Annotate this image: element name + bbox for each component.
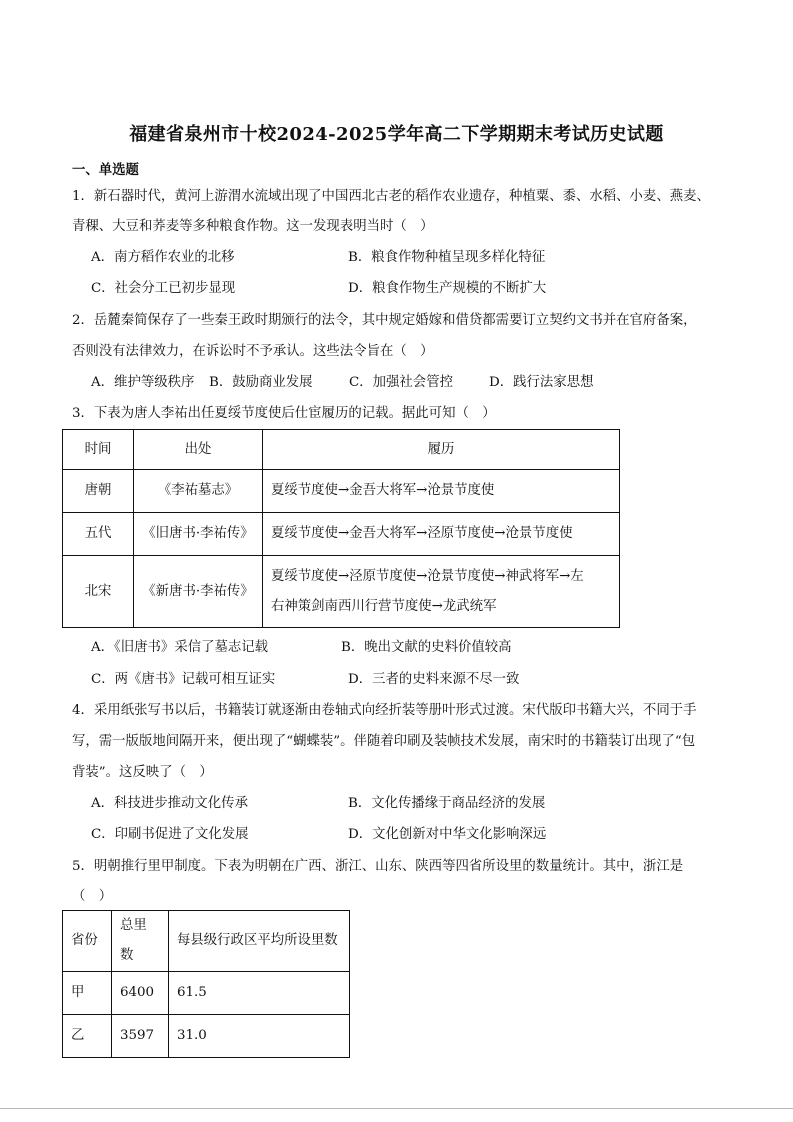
question-2-option-a[interactable]: A．维护等级秩序 — [91, 375, 195, 390]
table-cell-total: 6400 — [112, 972, 169, 1015]
question-3-option-d[interactable]: D．三者的史料来源不尽一致 — [348, 672, 520, 687]
question-1-option-d[interactable]: D．粮食作物生产规模的不断扩大 — [348, 281, 547, 296]
question-2-option-d[interactable]: D．践行法家思想 — [489, 375, 594, 390]
table-cell-average: 31.0 — [169, 1015, 350, 1058]
page-title: 福建省泉州市十校2024-2025学年高二下学期期末考试历史试题 — [129, 124, 664, 145]
table-cell-career-line-1: 夏绥节度使→泾原节度使→沧景节度使→神武将军→左 — [271, 568, 584, 584]
question-4-option-c[interactable]: C．印刷书促进了文化发展 — [91, 827, 249, 842]
question-4-stem-line-1: 4．采用纸张写书以后，书籍装订就逐渐由卷轴式向经折装等册叶形式过渡。宋代版印书籍大兴，不同于手 — [72, 703, 697, 718]
table-cell-source: 《旧唐书·李祐传》 — [134, 513, 263, 556]
table-cell-province: 乙 — [63, 1015, 112, 1058]
table-header-cell: 时间 — [63, 430, 134, 470]
table-row — [63, 1015, 350, 1058]
table-cell-career — [263, 556, 620, 628]
table-cell-time: 北宋 — [63, 556, 134, 628]
table-header-row — [63, 430, 620, 470]
question-4-option-d[interactable]: D．文化创新对中华文化影响深远 — [348, 827, 547, 842]
question-5-table — [62, 910, 350, 1058]
table-row — [63, 556, 620, 628]
table-row — [63, 470, 620, 513]
table-row — [63, 513, 620, 556]
question-3-option-a[interactable]: A．《旧唐书》采信了墓志记载 — [91, 640, 269, 655]
table-cell-time: 唐朝 — [63, 470, 134, 513]
section-heading: 一、单选题 — [72, 162, 139, 178]
table-header-cell: 省份 — [63, 911, 112, 972]
table-header-cell: 每县级行政区平均所设里数 — [169, 911, 350, 972]
question-1-option-a[interactable]: A．南方稻作农业的北移 — [91, 250, 235, 265]
question-2-stem-line-2: 否则没有法律效力，在诉讼时不予承认。这些法令旨在（ ） — [72, 344, 434, 359]
question-1-stem-line-2: 青稞、大豆和荞麦等多种粮食作物。这一发现表明当时（ ） — [72, 219, 434, 234]
page-bottom-divider — [0, 1108, 793, 1109]
table-cell-total: 3597 — [112, 1015, 169, 1058]
table-cell-source: 《新唐书·李祐传》 — [134, 556, 263, 628]
question-2-option-c[interactable]: C．加强社会管控 — [349, 375, 453, 390]
table-header-cell: 总里数 — [112, 911, 169, 972]
question-4-option-a[interactable]: A．科技进步推动文化传承 — [91, 796, 248, 811]
table-header-cell: 出处 — [134, 430, 263, 470]
table-row — [63, 972, 350, 1015]
question-4-stem-line-2: 写，需一版版地间隔开来，便出现了“蝴蝶装”。伴随着印刷及装帧技术发展，南宋时的书籍装订出现了“包 — [72, 734, 696, 749]
table-cell-average: 61.5 — [169, 972, 350, 1015]
table-cell-source: 《李祐墓志》 — [134, 470, 263, 513]
question-3-table — [62, 429, 620, 628]
question-2-stem-line-1: 2．岳麓秦简保存了一些秦王政时期颁行的法令，其中规定婚嫁和借贷都需要订立契约文书并在官府备案， — [72, 313, 697, 328]
question-1-option-b[interactable]: B．粮食作物种植呈现多样化特征 — [348, 250, 546, 265]
question-5-stem-line-2: （ ） — [72, 889, 113, 904]
table-header-cell: 履历 — [263, 430, 620, 470]
question-2-option-b[interactable]: B．鼓励商业发展 — [209, 375, 313, 390]
question-4-option-b[interactable]: B．文化传播缘于商品经济的发展 — [348, 796, 546, 811]
question-5-stem-line-1: 5．明朝推行里甲制度。下表为明朝在广西、浙江、山东、陕西等四省所设里的数量统计。其中，浙江是 — [72, 859, 684, 874]
table-cell-time: 五代 — [63, 513, 134, 556]
table-cell-career-line-2: 右神策剑南西川行营节度使→龙武统军 — [271, 598, 497, 614]
question-4-stem-line-3: 背装”。这反映了（ ） — [72, 765, 213, 780]
table-cell-province: 甲 — [63, 972, 112, 1015]
table-cell-career: 夏绥节度使→金吾大将军→泾原节度使→沧景节度使 — [263, 513, 620, 556]
table-cell-career: 夏绥节度使→金吾大将军→沧景节度使 — [263, 470, 620, 513]
question-3-stem: 3．下表为唐人李祐出任夏绥节度使后仕宦履历的记载。据此可知（ ） — [72, 406, 496, 421]
question-1-stem-line-1: 1．新石器时代，黄河上游渭水流域出现了中国西北古老的稻作农业遗存，种植粟、黍、水稻、小麦、燕麦、 — [72, 189, 710, 204]
question-3-option-c[interactable]: C．两《唐书》记载可相互证实 — [91, 672, 276, 687]
question-3-option-b[interactable]: B．晚出文献的史料价值较高 — [341, 640, 512, 655]
table-header-row — [63, 911, 350, 972]
question-1-option-c[interactable]: C．社会分工已初步显现 — [91, 281, 236, 296]
